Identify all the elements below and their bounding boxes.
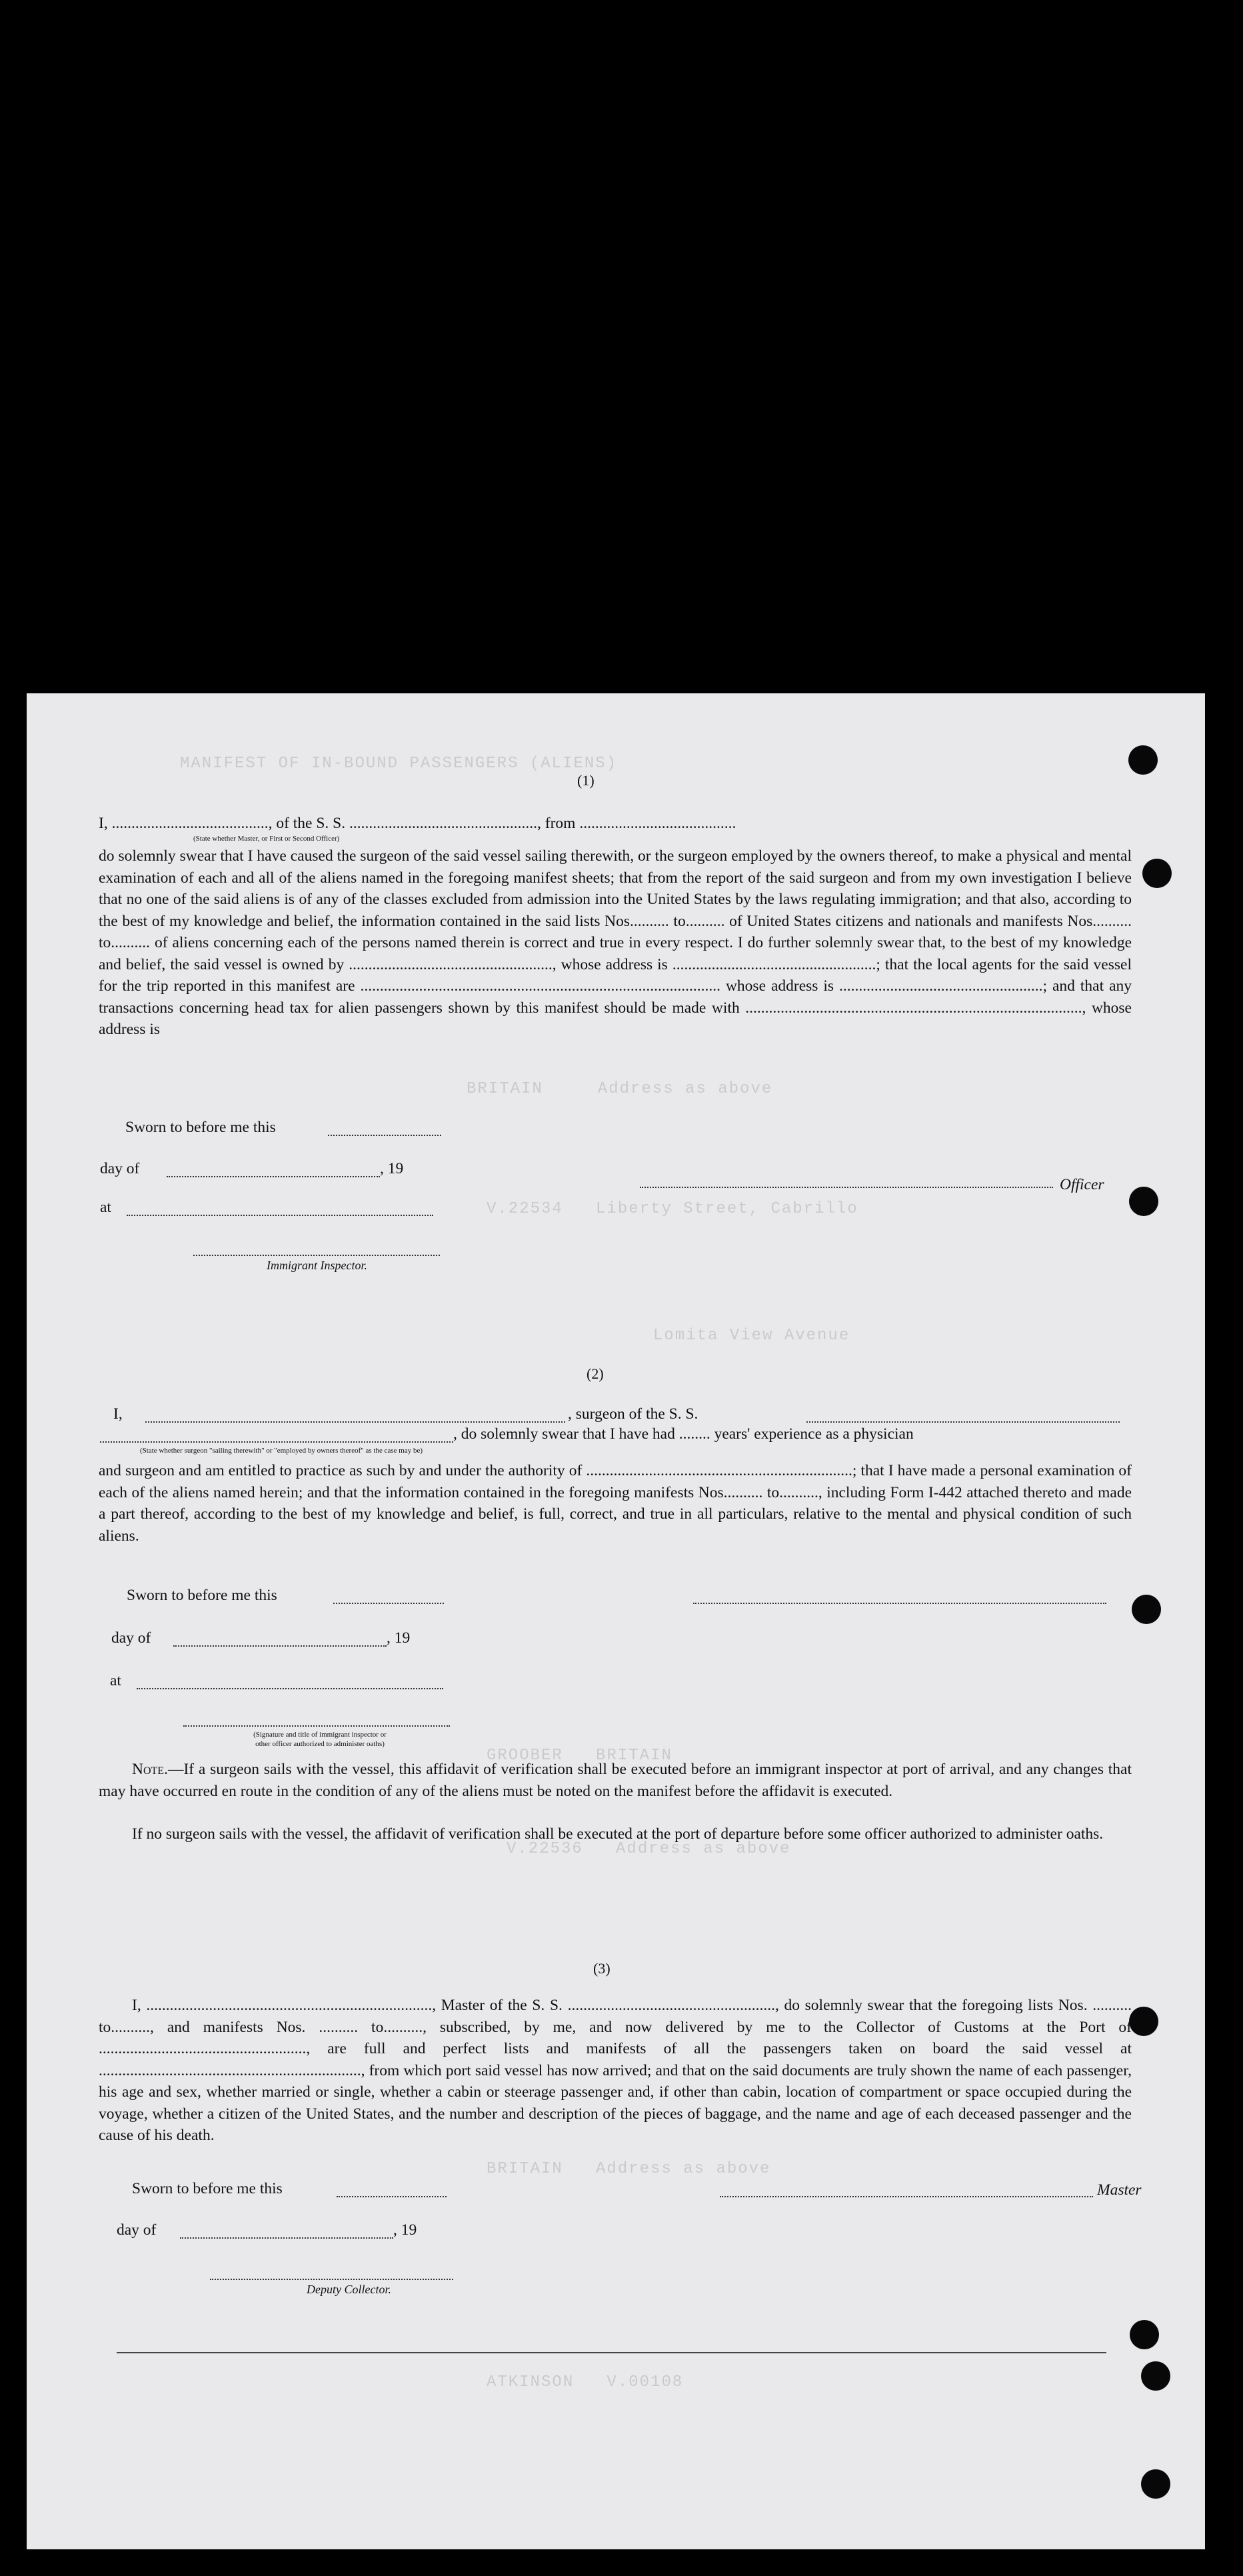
witness-caption-2: other officer authorized to administer oaths) — [255, 1740, 385, 1748]
witness-signature-line — [183, 1725, 450, 1727]
section-1-number: (1) — [577, 772, 595, 789]
section-2-line-1b: , surgeon of the S. S. — [568, 1405, 698, 1423]
punch-hole — [1128, 745, 1158, 775]
punch-hole — [1132, 1595, 1161, 1624]
section-2-oath-text: and surgeon and am entitled to practice as such by and under the authority of ....................................................................; that I have made a personal examination of each of the aliens named herein; and that the information contained in the foregoing manifests Nos.......... to.........., including Form I-442 attached thereto and made a part thereof, according to the best of my knowledge and belief, is full, correct, and true in all particulars, relative to the mental and physical condition of such aliens. — [99, 1462, 1132, 1545]
section-2-caption: (State whether surgeon "sailing therewith" or "employed by owners thereof" as the case may be) — [140, 1447, 423, 1455]
day-label: day of — [100, 1160, 140, 1177]
surgeon-signature-line — [693, 1603, 1106, 1604]
section-3-number: (3) — [593, 1960, 611, 1977]
collector-signature-line — [210, 2279, 453, 2280]
section-1-caption: (State whether Master, or First or Second Officer) — [193, 835, 340, 843]
inspector-caption: Immigrant Inspector. — [267, 1259, 367, 1272]
punch-hole — [1141, 2361, 1170, 2391]
sworn-date-line — [328, 1135, 441, 1136]
at-label: at — [100, 1199, 111, 1216]
master-caption: Master — [1097, 2181, 1142, 2199]
section-2-line-2: , do solemnly swear that I have had ........ years' experience as a physician — [453, 1425, 914, 1443]
day-line-2 — [173, 1645, 387, 1647]
surgeon-name-line — [145, 1421, 565, 1423]
surgeon-vessel-line — [806, 1421, 1120, 1423]
surgeon-status-line — [100, 1441, 453, 1443]
section-3-oath-text: I, ........................................................................., Master of the S. S. ....................................................., do solemnly swear that the foregoing lists Nos. .......... to.........., and manifests Nos. .......... to.........., subscribed, by me, and now delivered by me to the Collector of Customs at the Port of ....................................................., are full and perfect lists and manifests of all the passengers taken on board the said vessel at ..................................................................., from which port said vessel has now arrived; and that on the said documents are truly shown the name of each passenger, his age and sex, whether married or single, whether a cabin or steerage passenger and, if other than cabin, location of compartment or space occupied during the voyage, whether a citizen of the United States, and the number and description of the pieces of baggage, and the name and age of each deceased passenger and the cause of his death. — [99, 1997, 1132, 2144]
master-signature-line — [720, 2196, 1093, 2197]
day-line — [167, 1176, 380, 1177]
punch-hole — [1129, 1187, 1158, 1216]
year-label-2: , 19 — [387, 1629, 411, 1647]
at-line — [127, 1215, 433, 1216]
surgeon-note: Note.—If a surgeon sails with the vessel, this affidavit of verification shall be executed before an immigrant inspector at port of arrival, and any changes that may have occurred en route in the condition of any of the aliens must be noted on the manifest before the affidavit is executed. — [99, 1761, 1132, 1800]
manifest-affidavit-page: MANIFEST OF IN-BOUND PASSENGERS (ALIENS) BRITAIN Address as above V.22534 Liberty Street, Cabrillo Lomita View Avenue GROOBER BRITAIN V.22536 Address as above BRITAIN Address as above ATKINSON V.00108 (1) I, ........................................, of the S. S. ................................................, from ........................................ (State whether Master, or First or Second Officer) do solemnly swear that I have caused the surgeon of the said vessel sailing therewith, or the surgeon employed by the owners thereof, to make a physical and mental examination of each and all of the aliens named in the foregoing manifest sheets; that from the report of the said surgeon and from my own investigation I believe that no one of the said aliens is of any of the classes excluded from admission into the United States by the laws regulating immigration; and that also, according to the best of my knowledge and belief, the information contained in the said lists Nos.......... to.......... of United States citizens and nationals and manifests Nos.......... to.......... of aliens concerning each of the persons named therein is correct and true in every respect. I do further solemnly swear that, to the best of my knowledge and belief, the said vessel is owned by ...................................................., whose address is ....................................................; that the local agents for the said vessel for the trip reported in this manifest are ............................................................................................ whose address is ....................................................; and that any transactions concerning head tax for alien passengers shown by this manifest should be made with ......................................................................................, whose address is Sworn to before me this day of , 19 at Immigrant Inspector. Officer (2) I, , surgeon of the S. S. , do solemnly swear that I have had ........ years' experience as a physician (State whether surgeon "sailing therewith" or "employed by owners thereof" as the case may be) and surgeon and am entitled to practice as such by and under the authority of ....................................................................; that I have made a personal examination of each of the aliens named herein; and that the information contained in the foregoing manifests Nos.......... to.........., including Form I-442 attached thereto and made a part thereof, according to the best of my knowledge and belief, is full, correct, and true in all particulars, relative to the mental and physical condition of such aliens. Sworn to before me this day of , 19 at (Signature and title of immigrant inspector or other officer authorized to administer oaths) Note.—If a surgeon sails with the vessel, this affidavit of verification shall be executed before an immigrant inspector at port of arrival, and any changes that may have occurred en route in the condition of any of the aliens must be noted on the manifest before the affidavit is executed. If no surgeon sails with the vessel, the affidavit of verification shall be executed at the port of departure before some officer authorized to administer oaths. (3) I, ........................................................................., Master of the S. S. ....................................................., do solemnly swear that the foregoing lists Nos. .......... to.........., and manifests Nos. .......... to.........., subscribed, by me, and now delivered by me to the Collector of Customs at the Port of ....................................................., are full and perfect lists and manifests of all the passengers taken on board the said vessel at ..................................................................., from which port said vessel has now arrived; and that on the said documents are truly shown the name of each passenger, his age and sex, whether married or single, whether a cabin or steerage passenger and, if other than cabin, location of compartment or space occupied during the voyage, whether a citizen of the United States, and the number and description of the pieces of baggage, and the name and age of each deceased passenger and the cause of his death. Sworn to before me this day of , 19 Deputy Collector. Master — [27, 693, 1205, 2549]
day-label-3: day of — [117, 2221, 157, 2239]
section-2-line-1: I, — [113, 1405, 123, 1423]
section-1-opening-line: I, ........................................, of the S. S. ................................................, from ........................................ — [99, 815, 736, 832]
bottom-rule — [117, 2352, 1106, 2353]
sworn-label-2: Sworn to before me this — [127, 1587, 277, 1604]
year-label: , 19 — [380, 1160, 404, 1177]
surgeon-note-2: If no surgeon sails with the vessel, the affidavit of verification shall be executed at the port of departure before some officer authorized to administer oaths. — [132, 1825, 1104, 1843]
section-2-number: (2) — [587, 1365, 604, 1382]
inspector-signature-line — [193, 1255, 440, 1256]
officer-caption: Officer — [1060, 1176, 1104, 1193]
punch-hole — [1142, 859, 1172, 888]
at-line-2 — [137, 1688, 443, 1689]
day-line-3 — [180, 2237, 393, 2239]
at-label-2: at — [110, 1672, 121, 1689]
year-label-3: , 19 — [393, 2221, 417, 2239]
sworn-date-line-2 — [333, 1603, 444, 1604]
punch-hole — [1130, 2320, 1159, 2349]
sworn-label: Sworn to before me this — [125, 1119, 276, 1136]
collector-caption: Deputy Collector. — [307, 2283, 391, 2296]
punch-hole — [1141, 2469, 1170, 2499]
sworn-label-3: Sworn to before me this — [132, 2180, 283, 2197]
punch-hole — [1129, 2007, 1158, 2036]
section-1-oath-text: do solemnly swear that I have caused the surgeon of the said vessel sailing therewith, or the surgeon employed by the owners thereof, to make a physical and mental examination of each and all of the aliens named in the foregoing manifest sheets; that from the report of the said surgeon and from my own investigation I believe that no one of the said aliens is of any of the classes excluded from admission into the United States by the laws regulating immigration; and that also, according to the best of my knowledge and belief, the information contained in the said lists Nos.......... to.......... of United States citizens and nationals and manifests Nos.......... to.......... of aliens concerning each of the persons named therein is correct and true in every respect. I do further solemnly swear that, to the best of my knowledge and belief, the said vessel is owned by ...................................................., whose address is ....................................................; that the local agents for the said vessel for the trip reported in this manifest are ............................................................................................ whose address is ....................................................; and that any transactions concerning head tax for alien passengers shown by this manifest should be made with ......................................................................................, whose address is — [99, 847, 1132, 1038]
officer-signature-line — [640, 1187, 1053, 1188]
day-label-2: day of — [111, 1629, 151, 1647]
witness-caption-1: (Signature and title of immigrant inspector or — [253, 1731, 387, 1739]
sworn-date-line-3 — [337, 2196, 447, 2197]
